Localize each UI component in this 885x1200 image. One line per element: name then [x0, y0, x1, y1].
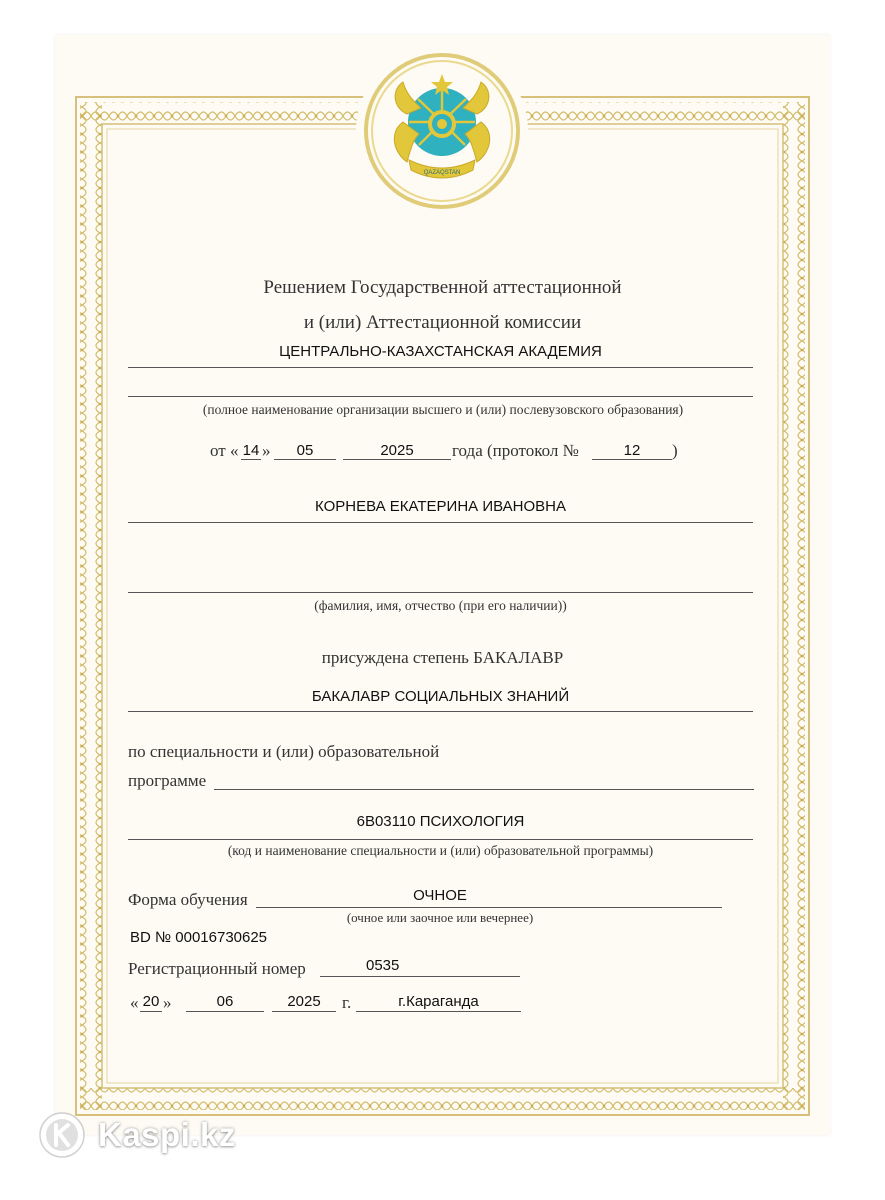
program-label-2: программе — [128, 771, 207, 790]
person-line — [128, 522, 753, 523]
registration-label: Регистрационный номер — [128, 959, 306, 978]
emblem-label: QAZAQSTAN — [423, 170, 461, 176]
study-form-caption: (очное или заочное или вечернее) — [346, 910, 534, 925]
issue-city-line — [356, 1011, 521, 1012]
watermark-text: Kaspi.kz — [98, 1116, 236, 1153]
organization-line — [128, 367, 753, 368]
issue-city: г.Караганда — [398, 993, 479, 1010]
decision-year-line — [343, 459, 451, 460]
header-line-2: и (или) Аттестационной комиссии — [303, 312, 582, 333]
issue-day: 20 — [142, 993, 160, 1010]
issue-day-line — [140, 1011, 162, 1012]
issue-year-suffix: г. — [342, 993, 352, 1012]
date-close-quote: » — [262, 441, 271, 460]
issue-month-line — [186, 1011, 264, 1012]
person-name: КОРНЕВА ЕКАТЕРИНА ИВАНОВНА — [315, 498, 566, 515]
diploma-number: BD № 00016730625 — [130, 929, 268, 946]
degree-value: БАКАЛАВР СОЦИАЛЬНЫХ ЗНАНИЙ — [311, 688, 570, 705]
organization-line-2 — [128, 396, 753, 397]
program-label-line — [214, 789, 754, 790]
registration-number: 0535 — [366, 957, 400, 974]
kaspi-logo-icon — [38, 1111, 86, 1159]
person-line-2 — [128, 592, 753, 593]
study-form-value: ОЧНОЕ — [413, 887, 467, 904]
decision-month: 05 — [296, 442, 314, 459]
issue-year: 2025 — [287, 993, 321, 1010]
issue-month: 06 — [216, 993, 234, 1010]
issue-year-line — [272, 1011, 336, 1012]
program-caption: (код и наименование специальности и (или) образовательной программы) — [227, 843, 654, 858]
decision-month-line — [274, 459, 336, 460]
issue-open-quote: « — [130, 993, 139, 1012]
kazakhstan-emblem — [363, 52, 521, 210]
program-label-1: по специальности и (или) образовательной — [128, 742, 440, 761]
organization-name: ЦЕНТРАЛЬНО-КАЗАХСТАНСКАЯ АКАДЕМИЯ — [279, 343, 602, 360]
protocol-close-paren: ) — [672, 441, 678, 460]
program-line — [128, 839, 753, 840]
study-form-line — [256, 907, 722, 908]
date-prefix: от « — [210, 441, 239, 460]
kaspi-watermark — [38, 1110, 236, 1160]
decision-day: 14 — [242, 442, 260, 459]
protocol-number: 12 — [623, 442, 641, 459]
issue-close-quote: » — [163, 993, 172, 1012]
registration-line — [320, 976, 520, 977]
decision-day-line — [241, 459, 261, 460]
organization-caption: (полное наименование организации высшего и (или) послевузовского образования) — [202, 402, 684, 417]
year-protocol-text: года (протокол № — [452, 441, 579, 460]
program-value: 6В03110 ПСИХОЛОГИЯ — [356, 813, 525, 830]
study-form-label: Форма обучения — [128, 890, 248, 909]
protocol-line — [592, 459, 672, 460]
decision-year: 2025 — [380, 442, 414, 459]
degree-awarded-text: присуждена степень БАКАЛАВР — [321, 648, 564, 667]
degree-line — [128, 711, 753, 712]
person-caption: (фамилия, имя, отчество (при его наличии)) — [314, 598, 567, 613]
header-line-1: Решением Государственной аттестационной — [263, 277, 622, 298]
